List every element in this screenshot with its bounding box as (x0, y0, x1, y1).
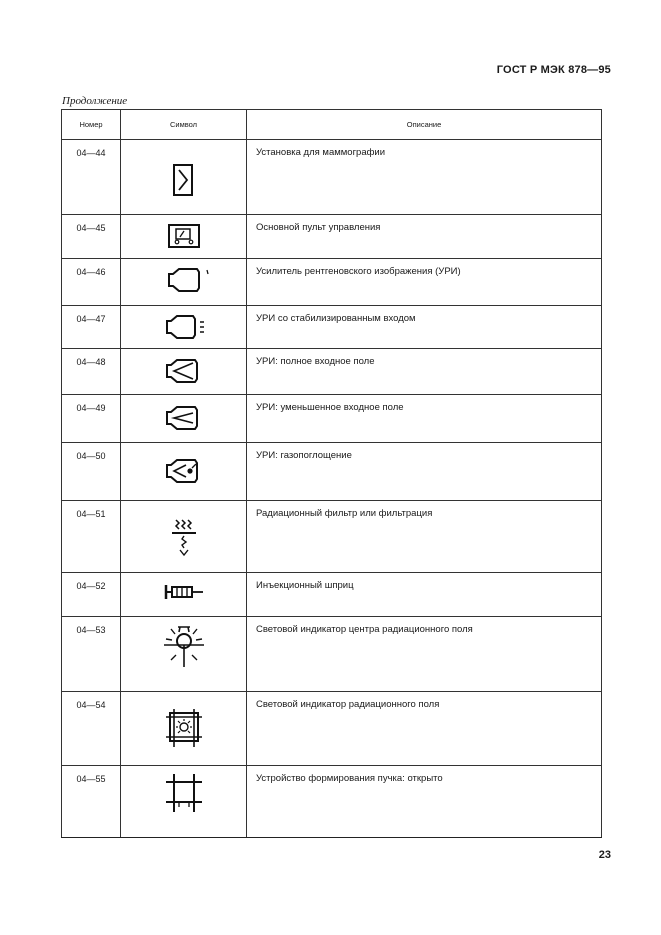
symbol-cell (121, 215, 247, 259)
intensifier-reduced-field-icon (162, 402, 206, 434)
symbol-cell (121, 395, 247, 443)
column-header-description: Описание (247, 110, 602, 140)
symbol-cell (121, 349, 247, 395)
symbol-cell (121, 501, 247, 573)
row-number: 04—49 (62, 395, 121, 443)
page-number: 23 (598, 849, 611, 861)
row-description: Усилитель рентгеновского изображения (УРИ) (247, 259, 602, 306)
table-row (62, 573, 602, 617)
table-row (62, 766, 602, 838)
standard-code: ГОСТ Р МЭК 878—95 (496, 64, 611, 76)
image-intensifier-icon (161, 264, 217, 296)
table-header-row (62, 110, 602, 140)
mammography-unit-icon (169, 160, 199, 200)
table-row (62, 395, 602, 443)
row-description: Световой индикатор центра радиационного поля (247, 617, 602, 692)
row-description: Установка для маммографии (247, 140, 602, 215)
continuation-label: Продолжение (62, 95, 128, 107)
row-number: 04—45 (62, 215, 121, 259)
row-number: 04—48 (62, 349, 121, 395)
column-header-number: Номер (62, 110, 121, 140)
row-description: Инъекционный шприц (247, 573, 602, 617)
table-row (62, 349, 602, 395)
table-row (62, 692, 602, 766)
light-field-indicator-icon (164, 707, 204, 749)
table-row (62, 259, 602, 306)
injection-syringe-icon (162, 580, 206, 604)
row-number: 04—52 (62, 573, 121, 617)
table-row (62, 215, 602, 259)
symbol-cell (121, 766, 247, 838)
row-number: 04—53 (62, 617, 121, 692)
row-description: УРИ: полное входное поле (247, 349, 602, 395)
row-description: УРИ со стабилизированным входом (247, 306, 602, 349)
row-number: 04—44 (62, 140, 121, 215)
row-number: 04—46 (62, 259, 121, 306)
main-control-panel-icon (166, 221, 202, 251)
beam-limiting-device-open-icon (164, 772, 204, 814)
row-description: Основной пульт управления (247, 215, 602, 259)
stabilized-input-intensifier-icon (161, 311, 211, 343)
table-row (62, 617, 602, 692)
intensifier-full-field-icon (162, 355, 206, 387)
symbol-cell (121, 443, 247, 501)
table-row (62, 306, 602, 349)
table-row (62, 443, 602, 501)
table-row (62, 140, 602, 215)
symbols-table (61, 109, 602, 838)
row-number: 04—51 (62, 501, 121, 573)
light-field-center-indicator-icon (162, 623, 206, 669)
symbol-cell (121, 306, 247, 349)
row-description: Радиационный фильтр или фильтрация (247, 501, 602, 573)
symbol-cell (121, 692, 247, 766)
symbol-cell (121, 573, 247, 617)
row-number: 04—47 (62, 306, 121, 349)
symbol-cell (121, 617, 247, 692)
intensifier-getter-icon (162, 455, 206, 487)
symbol-cell (121, 259, 247, 306)
radiation-filter-icon (169, 516, 199, 558)
row-number: 04—54 (62, 692, 121, 766)
row-description: Устройство формирования пучка: открыто (247, 766, 602, 838)
row-number: 04—55 (62, 766, 121, 838)
table-row (62, 501, 602, 573)
row-number: 04—50 (62, 443, 121, 501)
symbol-cell (121, 140, 247, 215)
row-description: Световой индикатор радиационного поля (247, 692, 602, 766)
row-description: УРИ: газопоглощение (247, 443, 602, 501)
row-description: УРИ: уменьшенное входное поле (247, 395, 602, 443)
column-header-symbol: Символ (121, 110, 247, 140)
